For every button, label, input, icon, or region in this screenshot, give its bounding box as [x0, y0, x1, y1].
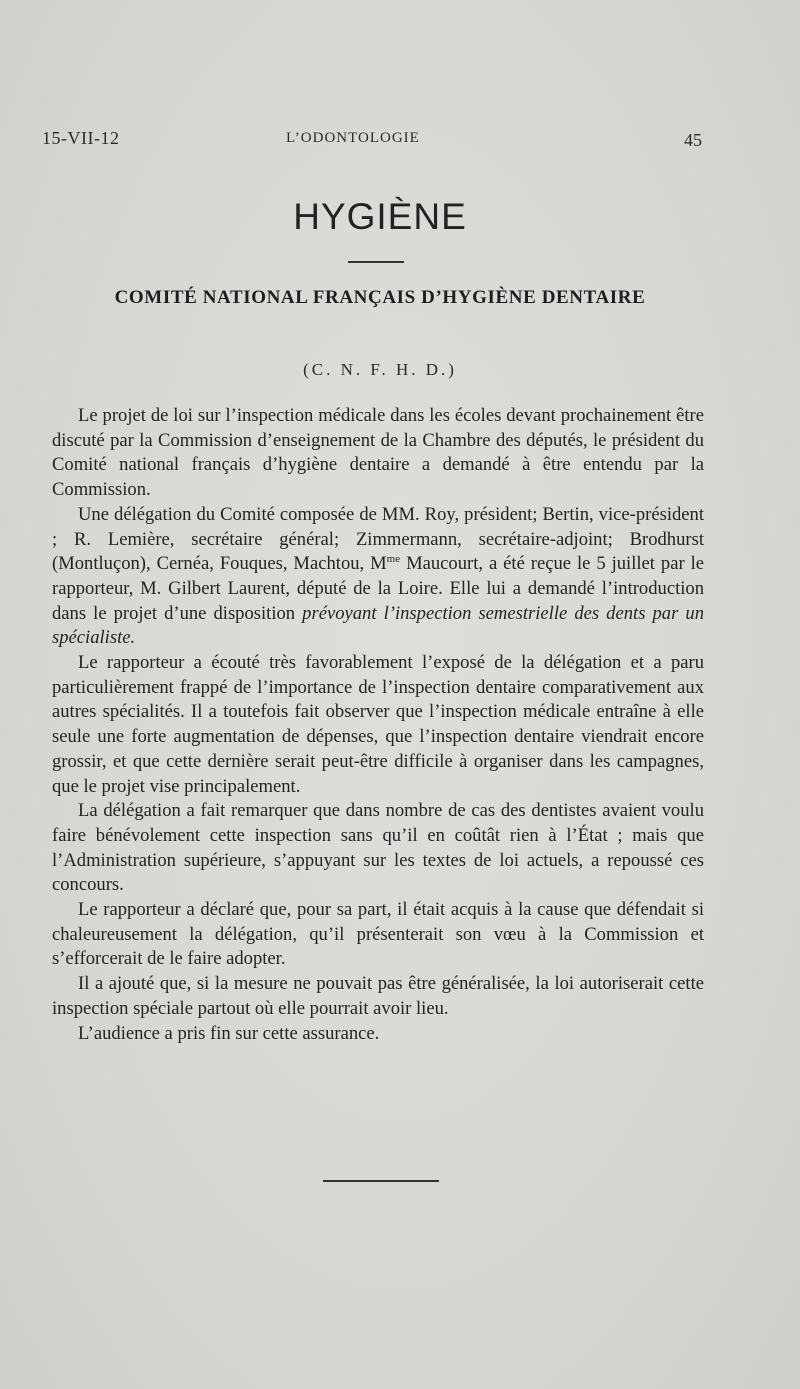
paragraph: La délégation a fait remarquer que dans nombre de cas des dentistes avaient voulu faire bénévolement cette inspection sans qu’il en coûtât rien à l’État ; mais que l’Administration supérieure, s’appuyant sur les textes de loi actuels, a repoussé ces concours. [52, 800, 704, 896]
paragraph: Le projet de loi sur l’inspection médicale dans les écoles devant prochainement être discuté par la Commission d’enseignement de la Chambre des députés, le président du Comité national français d’hygiène dentaire a demandé à être entendu par la Commission. [52, 405, 704, 501]
section-title: HYGIÈNE [293, 196, 467, 237]
paragraph: Le rapporteur a écouté très favorablement l’exposé de la délégation et a paru particulièrement frappé de l’importance de l’inspection dentaire comparativement aux autres spécialités. Il a toutefois fait observer que l’inspection médicale entraîne à elle seule une forte augmentation de dépenses, que l’inspection dentaire viendrait encore grossir, et que cette dernière serait peut-être difficile à organiser dans les campagnes, que le projet vise principalement. [52, 652, 704, 797]
end-rule [323, 1180, 439, 1182]
paragraph: Le rapporteur a déclaré que, pour sa part, il était acquis à la cause que défendait si chaleureusement la délégation, qu’il présenterait son vœu à la Commission et s’efforcerait de le faire adopter. [52, 899, 704, 970]
page-number: 45 [684, 130, 702, 150]
paragraph: Il a ajouté que, si la mesure ne pouvait pas être généralisée, la loi autoriserait cette inspection spéciale partout où elle pourrait avoir lieu. [52, 973, 704, 1019]
paragraph [52, 503, 704, 651]
committee-abbreviation: (C. N. F. H. D.) [303, 360, 457, 379]
title-rule [348, 261, 404, 263]
article-subtitle: COMITÉ NATIONAL FRANÇAIS D’HYGIÈNE DENTAIRE [114, 287, 646, 308]
paragraph: L’audience a pris fin sur cette assurance. [78, 1022, 380, 1044]
paragraph-text: Une délégation du Comité composée de MM. Roy, président; Bertin, vice-président ; R. Lemière, secrétaire général; Zimmermann, secrétaire-adjoint; Brodhurst (Montluçon), Cernéa, Fouques, Machtou, M [52, 503, 704, 575]
running-head [42, 128, 702, 156]
article-body [52, 404, 704, 1046]
superscript: me [386, 553, 401, 566]
paragraph-text: Maucourt, a été reçue le 5 juillet par le rapporteur, M. Gilbert Laurent, député de la Loire. Elle lui a demandé l’introduction dans le projet d’une disposition [52, 553, 705, 624]
issue-date: 15-VII-12 [42, 128, 120, 148]
journal-title: L’ODONTOLOGIE [286, 130, 420, 146]
italic-text: prévoyant l’inspection semestrielle des dents par un spécialiste. [52, 602, 704, 649]
